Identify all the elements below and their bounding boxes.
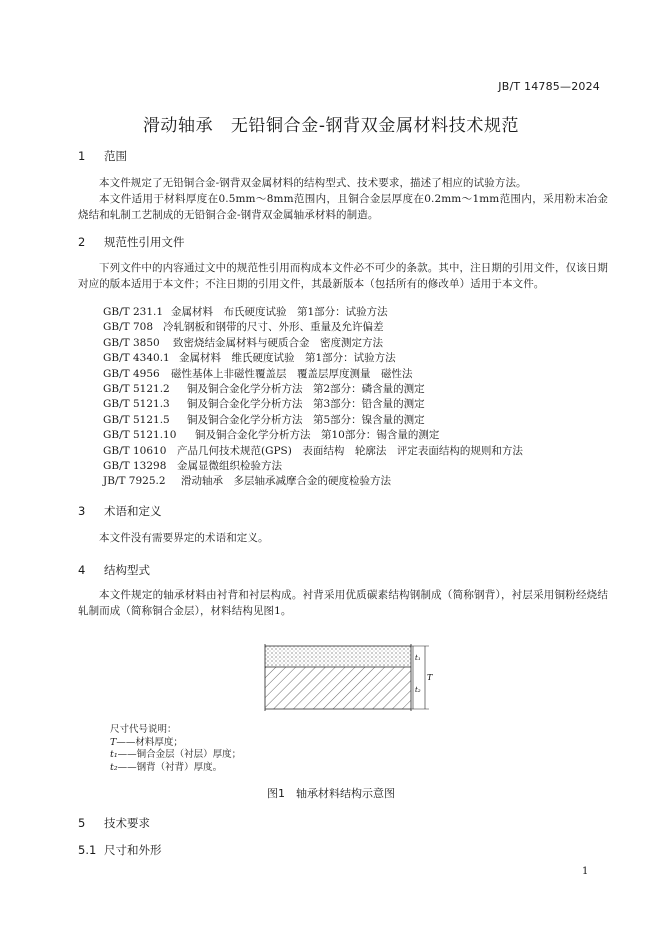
reference-title: 滑动轴承 多层轴承减摩合金的硬度检验方法 <box>181 475 391 488</box>
legend-title: 尺寸代号说明： <box>110 724 177 735</box>
section-title: 技术要求 <box>104 816 150 830</box>
legend-symbol: t₁ <box>110 749 118 760</box>
reference-code: GB/T 5121.3 <box>103 398 170 411</box>
section-3-para: 本文件没有需要界定的术语和定义。 <box>99 532 269 544</box>
page-number: 1 <box>582 866 589 877</box>
reference-code: JB/T 7925.2 <box>103 475 166 488</box>
reference-item <box>103 382 523 397</box>
reference-code: GB/T 5121.10 <box>103 429 177 442</box>
document-code: JB/T 14785—2024 <box>498 80 600 93</box>
reference-item <box>103 351 523 366</box>
section-2-heading <box>78 234 185 250</box>
reference-item <box>103 367 523 382</box>
reference-title: 金属材料 维氏硬度试验 第1部分：试验方法 <box>179 352 396 365</box>
section-number: 4 <box>78 563 86 577</box>
section-2-intro: 下列文件中的内容通过文中的规范性引用而构成本文件必不可少的条款。其中，注日期的引用文件，仅该日期对应的版本适用于本文件；不注日期的引用文件，其最新版本（包括所有的修改单）适用于本文件。 <box>78 262 608 290</box>
reference-code: GB/T 5121.5 <box>103 413 170 426</box>
steel-back-layer <box>265 667 411 709</box>
legend-symbol: t₂ <box>110 761 118 773</box>
legend-text: ——材料厚度； <box>116 736 183 748</box>
legend-text: ——铜合金层（衬层）厚度； <box>117 749 242 760</box>
section-number: 5.1 <box>78 843 97 857</box>
t2-label: t₂ <box>415 686 421 694</box>
T-label: T <box>427 673 433 682</box>
reference-code: GB/T 10610 <box>103 444 167 457</box>
section-5-1-heading <box>78 842 162 858</box>
reference-title: 磁性基体上非磁性覆盖层 覆盖层厚度测量 磁性法 <box>171 367 413 380</box>
section-number: 3 <box>78 504 86 518</box>
section-1-heading <box>78 148 127 164</box>
section-title: 范围 <box>104 149 127 163</box>
section-4-para: 本文件规定的轴承材料由衬背和衬层构成。衬背采用优质碳素结构钢制成（简称钢背），衬层采用铜粉经烧结轧制而成（简称铜合金层），材料结构见图1。 <box>78 589 608 617</box>
legend-symbol: T <box>110 736 117 748</box>
reference-item <box>103 428 523 443</box>
reference-title: 致密烧结金属材料与硬质合金 密度测定方法 <box>173 336 383 349</box>
document-title: 滑动轴承 无铅铜合金-钢背双金属材料技术规范 <box>142 116 520 136</box>
reference-item <box>103 320 523 335</box>
section-title: 规范性引用文件 <box>104 235 185 249</box>
reference-code: GB/T 4956 <box>103 367 160 380</box>
reference-title: 金属显微组织检验方法 <box>177 459 282 472</box>
reference-item <box>103 305 523 320</box>
figure-caption: 图1 轴承材料结构示意图 <box>267 787 395 800</box>
reference-item <box>103 336 523 351</box>
section-number: 1 <box>78 149 86 163</box>
reference-code: GB/T 708 <box>103 321 154 334</box>
legend-item <box>110 762 241 775</box>
reference-code: GB/T 13298 <box>103 459 167 472</box>
section-1-para-2: 本文件适用于材料厚度在0.5mm～8mm范围内，且铜合金层厚度在0.2mm～1mm范围内，采用粉末冶金烧结和轧制工艺制成的无铅铜合金-钢背双金属轴承材料的制造。 <box>78 193 608 221</box>
reference-code: GB/T 231.1 <box>103 306 164 318</box>
reference-title: 铜及铜合金化学分析方法 第5部分：镍含量的测定 <box>187 413 425 426</box>
copper-alloy-layer <box>265 646 411 667</box>
reference-item <box>103 474 523 489</box>
reference-title: 金属材料 布氏硬度试验 第1部分：试验方法 <box>171 306 388 318</box>
reference-title: 铜及铜合金化学分析方法 第2部分：磷含量的测定 <box>187 382 425 395</box>
section-1-para-1: 本文件规定了无铅铜合金-钢背双金属材料的结构型式、技术要求，描述了相应的试验方法。 <box>99 177 527 189</box>
section-5-heading <box>78 815 150 831</box>
section-3-heading <box>78 503 162 519</box>
section-title: 尺寸和外形 <box>104 843 162 857</box>
section-number: 2 <box>78 235 86 249</box>
reference-item <box>103 459 523 474</box>
reference-item <box>103 413 523 428</box>
section-title: 结构型式 <box>104 563 150 577</box>
reference-code: GB/T 3850 <box>103 336 160 349</box>
reference-list <box>103 305 523 490</box>
reference-code: GB/T 5121.2 <box>103 382 170 395</box>
reference-title: 铜及铜合金化学分析方法 第10部分：锡含量的测定 <box>195 429 440 442</box>
bearing-material-structure-figure <box>263 640 433 711</box>
section-4-heading <box>78 562 150 578</box>
reference-title: 产品几何技术规范(GPS) 表面结构 轮廓法 评定表面结构的规则和方法 <box>177 444 523 457</box>
legend-item <box>110 749 241 762</box>
section-title: 术语和定义 <box>104 504 162 518</box>
reference-title: 冷轧钢板和钢带的尺寸、外形、重量及允许偏差 <box>163 321 384 334</box>
section-number: 5 <box>78 816 86 830</box>
legend-item <box>110 737 241 750</box>
t1-label: t₁ <box>415 654 421 662</box>
reference-code: GB/T 4340.1 <box>103 352 170 365</box>
reference-title: 铜及铜合金化学分析方法 第3部分：铅含量的测定 <box>187 398 425 411</box>
figure-legend <box>110 724 241 774</box>
legend-text: ——钢背（衬背）厚度。 <box>117 761 223 773</box>
reference-item <box>103 444 523 459</box>
reference-item <box>103 397 523 412</box>
